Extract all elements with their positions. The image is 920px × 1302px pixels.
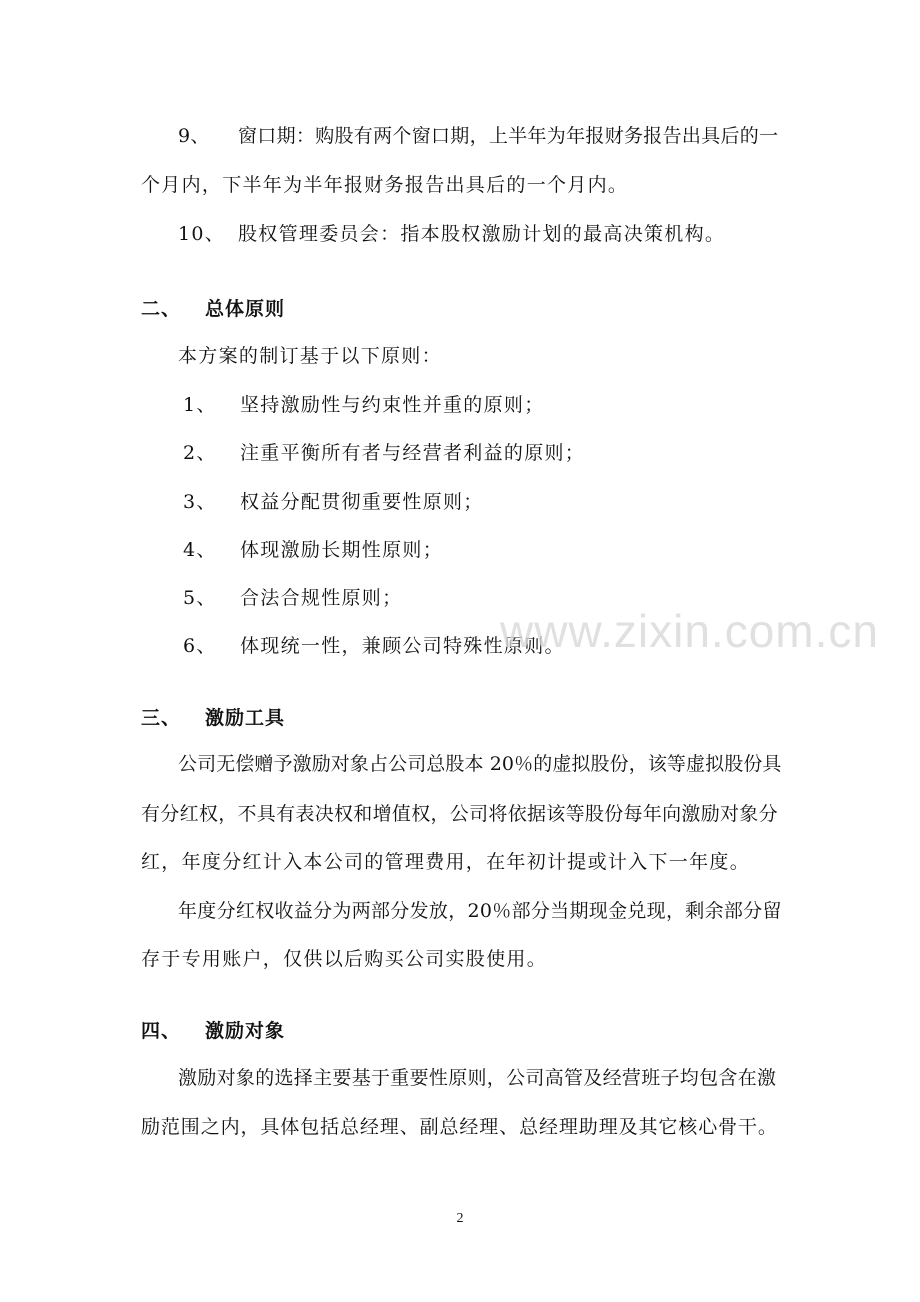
paragraph-line: 存于专用账户，仅供以后购买公司实股使用。 [141, 948, 548, 970]
item-text: 权益分配贯彻重要性原则； [240, 491, 484, 513]
section-number: 四、 [141, 1020, 182, 1042]
section-title: 激励对象 [205, 1020, 286, 1042]
principle-item [183, 490, 484, 514]
item-number: 9、 [178, 125, 210, 147]
definition-item-9 [178, 124, 778, 148]
principle-item [183, 586, 402, 610]
watermark: www.zixin.com.cn [500, 605, 879, 657]
item-text: 注重平衡所有者与经营者利益的原则； [240, 442, 586, 464]
item-text: 窗口期：购股有两个窗口期，上半年为年报财务报告出具后的一 [238, 125, 779, 147]
section-number: 三、 [141, 707, 182, 729]
item-text: 合法合规性原则； [240, 587, 403, 609]
item-number: 3、 [183, 491, 217, 513]
item-number: 10、 [178, 223, 226, 245]
paragraph-line: 励范围之内，具体包括总经理、副总经理、总经理助理及其它核心骨干。 [141, 1116, 778, 1138]
definition-item-10 [178, 222, 725, 246]
principle-item [183, 393, 545, 417]
item-number: 4、 [183, 539, 217, 561]
item-number: 5、 [183, 587, 217, 609]
item-text: 体现统一性，兼顾公司特殊性原则。 [240, 635, 565, 657]
section-heading-2 [141, 297, 285, 321]
page-number: 2 [456, 1211, 464, 1226]
section-number: 二、 [141, 298, 182, 320]
principle-item [183, 441, 585, 465]
item-text: 股权管理委员会：指本股权激励计划的最高决策机构。 [238, 223, 726, 245]
section-intro: 本方案的制订基于以下原则： [178, 345, 442, 367]
item-text: 体现激励长期性原则； [240, 539, 444, 561]
item-number: 1、 [183, 394, 217, 416]
section-title: 总体原则 [205, 298, 286, 320]
paragraph-line: 有分红权，不具有表决权和增值权，公司将依据该等股份每年向激励对象分 [141, 803, 778, 825]
principle-item [183, 538, 443, 562]
paragraph-line: 年度分红权收益分为两部分发放，20％部分当期现金兑现，剩余部分留 [178, 900, 782, 922]
item-number: 2、 [183, 442, 217, 464]
section-heading-4 [141, 1019, 285, 1043]
section-heading-3 [141, 706, 285, 730]
paragraph-line: 激励对象的选择主要基于重要性原则，公司高管及经营班子均包含在激 [178, 1067, 777, 1089]
paragraph-line: 公司无偿赠予激励对象占公司总股本 20％的虚拟股份，该等虚拟股份具 [178, 753, 782, 775]
item-number: 6、 [183, 635, 217, 657]
item-text: 坚持激励性与约束性并重的原则； [240, 394, 545, 416]
paragraph-line: 红，年度分红计入本公司的管理费用，在年初计提或计入下一年度。 [141, 851, 751, 873]
section-title: 激励工具 [205, 707, 286, 729]
definition-item-9-continued: 个月内，下半年为半年报财务报告出具后的一个月内。 [141, 174, 629, 196]
